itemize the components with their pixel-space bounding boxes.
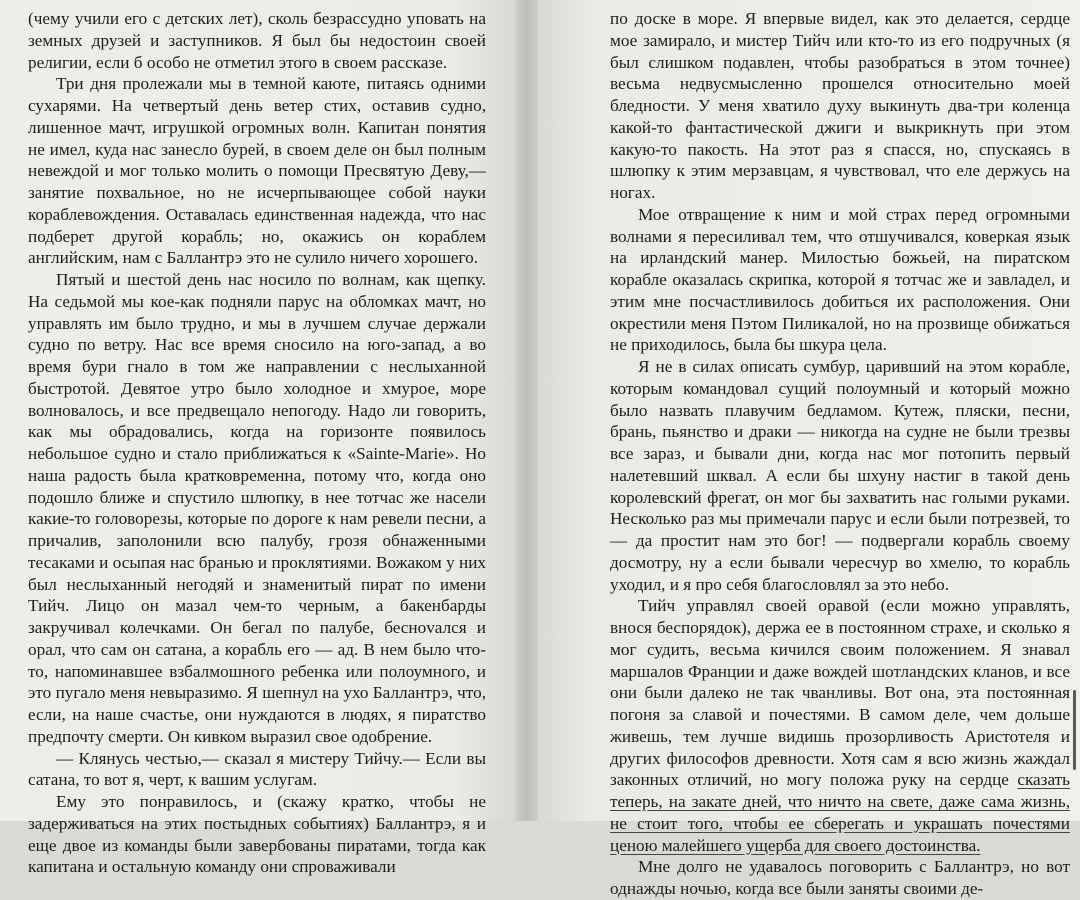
right-page — [538, 0, 1080, 898]
book-gutter — [516, 0, 538, 821]
left-paragraph-3: Пятый и шестой день нас носило по волнам, как щепку. На седьмой мы кое-как подняли парус на обломках мачт, но управлять им было трудно, и мы в лучшем случае держали судно по ветру. Нас все время сносило на юго-запад, а во время бури гнало в том же направлении с неслыханной быстротой. Девятое утро было холодное и хмурое, море волновалось, и все предвещало непогоду. Надо ли говорить, как мы обрадовались, когда на горизонте появилось небольшое судно и стало приближаться к «Sainte-Marie». Но наша радость была кратковременна, потому что, когда оно подошло ближе и спустило шлюпку, в нее тотчас же насели какие-то головорезы, которые по дороге к нам ревели песни, а причалив, заполонили всю палубу, грозя обнаженными тесаками и осыпая нас бранью и проклятиями. Вожаком у них был неслыханный негодяй и знаменитый пират по имени Тийч. Лицо он мазал чем-то черным, а бакенбарды закручивал колечками. Он бегал по палубе, беснovался и орал, что сам он сатана, а корабль его — ад. В нем было что-то, напоминавшее взбалмошного ребенка или полоумного, и это пугало меня невыразимо. Я шепнул на ухо Баллантрэ, что, если, на наше счастье, они нуждаются в людях, я пиратство предпочту смерти. Он кивком выразил свое одобрение. — [28, 270, 486, 746]
underlined-passage: сказать теперь, на закате дней, что ничто на свете, даже сама жизнь, не стоит того, чтобы ее сберегать и украшать почестями ценою малейшего ущерба для своего достоинства. — [610, 770, 1070, 855]
right-paragraph-2: Мое отвращение к ним и мой страх перед огромными волнами я пересиливал тем, что отшучивался, коверкая язык на ирландский манер. Милостью божьей, на пиратском корабле оказалась скрипка, которой я тотчас же и завладел, и этим мне посчастливилось добиться их расположения. Они окрестили меня Пэтом Пиликалой, но на прозвище обижаться не приходилось, была бы шкура цела. — [610, 204, 1070, 355]
right-paragraph-4-text: Тийч управлял своей оравой (если можно управлять, внося беспорядок), держа ее в постоянном страхе, и сколько я мог судить, весьма кичился своим положением. Я знавал маршалов Франции и даже вождей шотландских кланов, и все они были далеко не так чванливы. Вот она, эта постоянная погоня за славой и почестями. В самом деле, чем дольше живешь, тем лучше видишь прозорливость Аристотеля и других философов древности. Хотя сам я всю жизнь жаждал законных отличий, но могу положа руку на сердце — [610, 596, 1070, 790]
right-paragraph-3: Я не в силах описать сумбур, царивший на этом корабле, которым командовал сущий полоумный и который можно было назвать плавучим бедламом. Кутеж, пляски, песни, брань, пьянство и драки — никогда на судне не были трезвы все зараз, и бывали дни, когда нас мог потопить первый налетевший шквал. А если бы шхуну настиг в такой день королевский фрегат, он мог бы захватить нас голыми руками. Несколько раз мы примечали парус и если были потрезвей, то — да простит нам это бог! — подвергали корабль своему досмотру, ну а если бывали чересчур во хмелю, то корабль уходил, и я про себя благословлял за это небо. — [610, 357, 1070, 594]
left-page — [0, 0, 516, 877]
left-paragraph-5: Ему это понравилось, и (скажу кратко, чтобы не задерживаться на этих постыдных событиях) Баллантрэ, я и еще двое из команды были завербованы пиратами, тогда как капитана и остальную команду они спроваживали — [28, 792, 486, 877]
right-paragraph-4 — [610, 595, 1070, 856]
right-paragraph-1: по доске в море. Я впервые видел, как это делается, сердце мое замирало, и мистер Тийч или кто-то из его подручных (я был слишком подавлен, чтобы разобраться в этом точнее) весьма недвусмысленно прошелся относительно моей бледности. У меня хватило духу выкинуть два-три коленца какой-то фантастической джиги и выкрикнуть при этом какую-то пакость. На этот раз я спасся, но, спускаясь в шлюпку к этим мерзавцам, я чувствовал, что еле держусь на ногах. — [610, 9, 1070, 202]
right-paragraph-5: Мне долго не удавалось поговорить с Баллантрэ, но вот однажды ночью, когда все были заняты своими де- — [610, 857, 1070, 898]
left-paragraph-4: — Клянусь честью,— сказал я мистеру Тийчу.— Если вы сатана, то вот я, черт, к вашим услугам. — [28, 748, 486, 790]
left-paragraph-2: Три дня пролежали мы в темной каюте, питаясь одними сухарями. На четвертый день ветер стих, оставив судно, лишенное мачт, игрушкой огромных волн. Капитан понятия не имел, куда нас занесло бурей, в своем деле он был полным невеждой и мог только молить о помощи Пресвятую Деву,— занятие похвальное, но не исчерпывающее собой науки кораблевождения. Оставалась единственная надежда, что нас подберет другой корабль; но, окажись он кораблем английским, нам с Баллантрэ это не сулило ничего хорошего. — [28, 74, 486, 268]
margin-pencil-mark — [1073, 690, 1076, 770]
left-paragraph-1: (чему учили его с детских лет), сколь безрассудно уповать на земных друзей и заступников. Я был бы недостоин своей религии, если б особо не отметил этого в своем рассказе. — [28, 9, 486, 72]
